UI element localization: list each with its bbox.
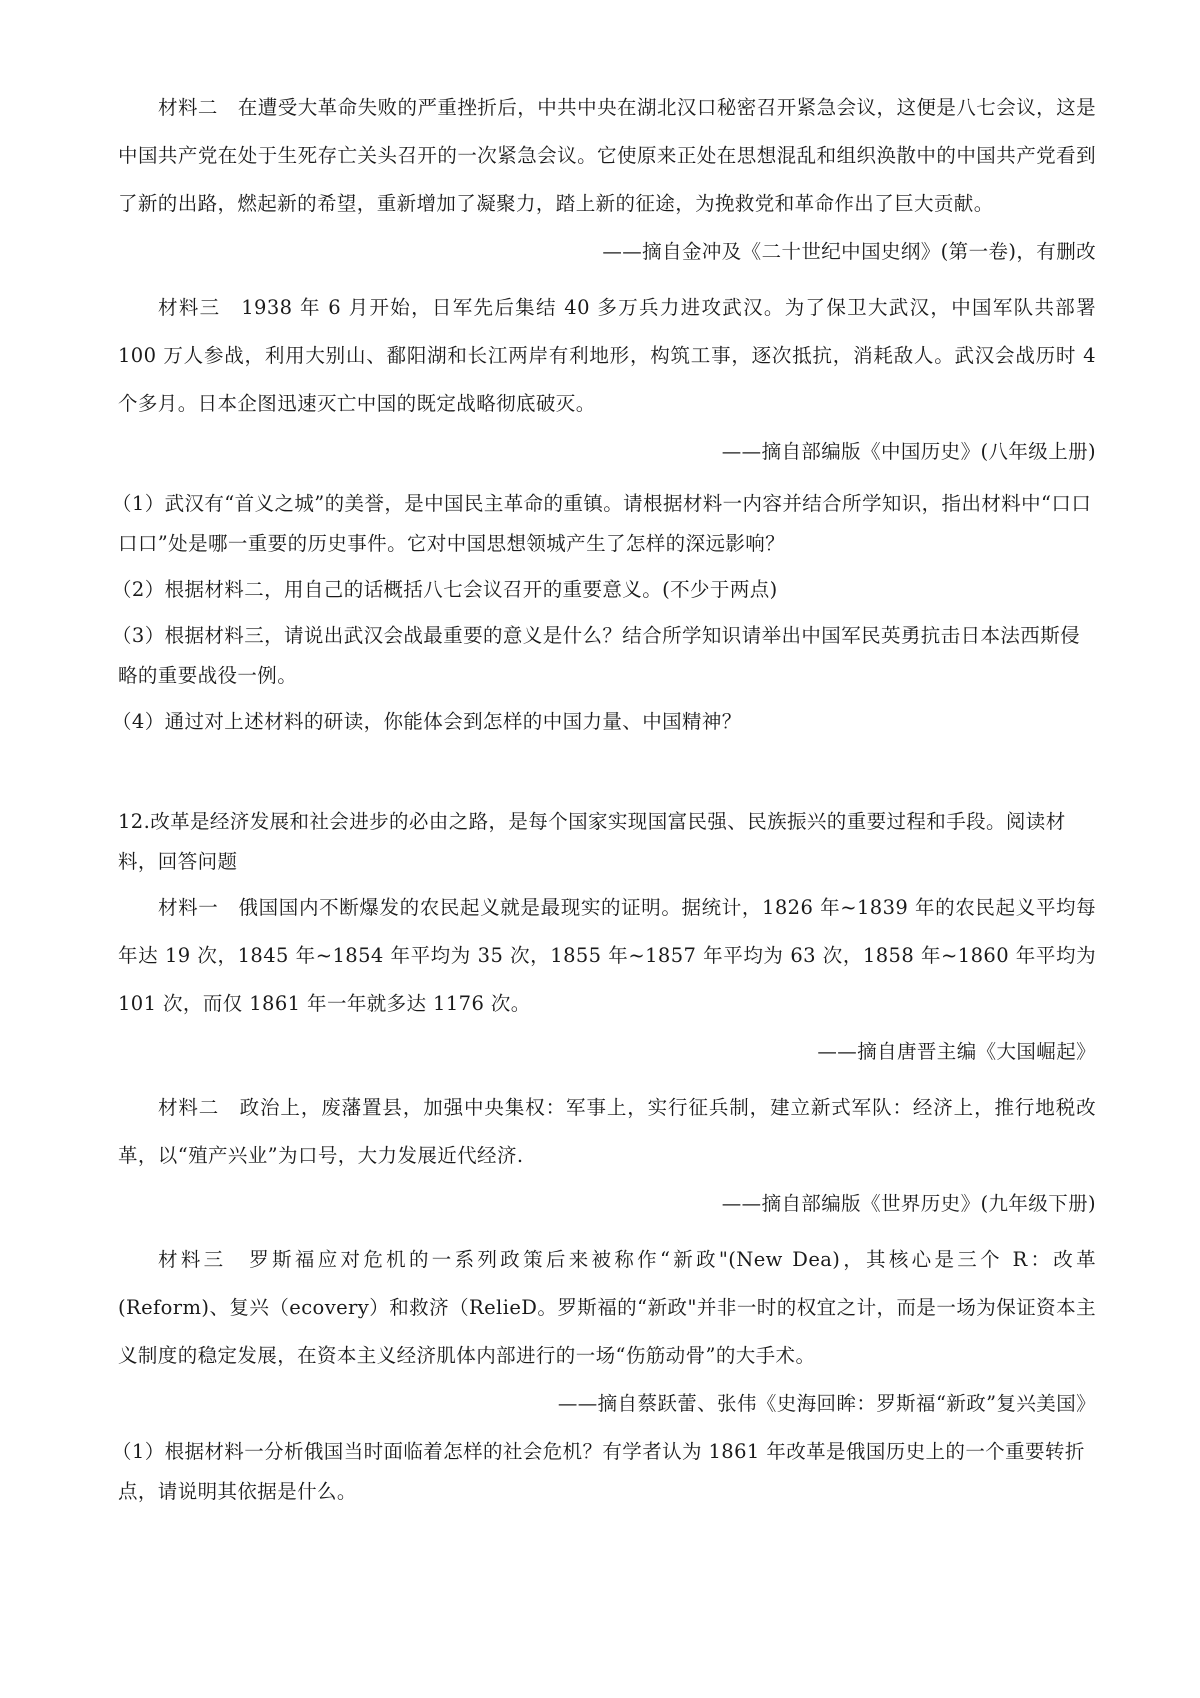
q11-material-3-source: ——摘自部编版《中国历史》(八年级上册) <box>721 440 1096 463</box>
q12-material-3-source: ——摘自蔡跃蕾、张伟《史海回眸：罗斯福“新政”复兴美国》 <box>557 1392 1096 1415</box>
q12-material-2-source: ——摘自部编版《世界历史》(九年级下册) <box>721 1192 1096 1215</box>
q12-material-3: 材料三 罗斯福应对危机的一系列政策后来被称作“新政"(New Dea)，其核心是三个 R：改革(Reform)、复兴（ecovery）和救济（RelieD。罗斯福的“新政"并非一时的权宜之计，而是一场为保证资本主义制度的稳定发展，在资本主义经济肌体内部进行的一场“伤筋动骨”的大手术。 <box>118 1248 1096 1367</box>
q11-question-1: （1）武汉有“首义之城”的美誉，是中国民主革命的重镇。请根据材料一内容并结合所学知识，指出材料中“口口口口”处是哪一重要的历史事件。它对中国思想领城产生了怎样的深远影响？ <box>112 492 1092 555</box>
section-gap <box>118 748 1096 802</box>
q11-question-2: （2）根据材料二，用自己的话概括八七会议召开的重要意义。(不少于两点) <box>112 578 778 601</box>
q12-question-1: （1）根据材料一分析俄国当时面临着怎样的社会危机？有学者认为 1861 年改革是俄国历史上的一个重要转折点，请说明其依据是什么。 <box>112 1440 1085 1503</box>
q12-material-1: 材料一 俄国国内不断爆发的农民起义就是最现实的证明。据统计，1826 年~1839 年的农民起义平均每年达 19 次，1845 年~1854 年平均为 35 次，1855 年~1857 年平均为 63 次，1858 年~1860 年平均为 101 次，而仅 1861 年一年就多达 1176 次。 <box>118 896 1096 1015</box>
q12-title: 12.改革是经济发展和社会进步的必由之路，是每个国家实现国富民强、民族振兴的重要过程和手段。阅读材料，回答问题 <box>118 810 1066 873</box>
q11-material-3: 材料三 1938 年 6 月开始，日军先后集结 40 多万兵力进攻武汉。为了保卫大武汉，中国军队共部署 100 万人参战，利用大别山、鄱阳湖和长江两岸有利地形，构筑工事，逐次抵抗，消耗敌人。武汉会战历时 4 个多月。日本企图迅速灭亡中国的既定战略彻底破灭。 <box>118 296 1096 415</box>
q11-material-2-source: ——摘自金冲及《二十世纪中国史纲》(第一卷)，有删改 <box>602 240 1096 263</box>
q11-question-4: （4）通过对上述材料的研读，你能体会到怎样的中国力量、中国精神？ <box>112 710 742 733</box>
q11-question-3: （3）根据材料三，请说出武汉会战最重要的意义是什么？结合所学知识请举出中国军民英勇抗击日本法西斯侵略的重要战役一例。 <box>112 624 1081 687</box>
q12-material-2: 材料二 政治上，废藩置县，加强中央集权：军事上，实行征兵制，建立新式军队：经济上，推行地税改革，以“殖产兴业”为口号，大力发展近代经济. <box>118 1096 1096 1167</box>
q12-material-1-source: ——摘自唐晋主编《大国崛起》 <box>817 1040 1096 1063</box>
q11-material-2: 材料二 在遭受大革命失败的严重挫折后，中共中央在湖北汉口秘密召开紧急会议，这便是八七会议，这是中国共产党在处于生死存亡关头召开的一次紧急会议。它使原来正处在思想混乱和组织涣散中的中国共产党看到了新的出路，燃起新的希望，重新增加了凝聚力，踏上新的征途，为挽救党和革命作出了巨大贡献。 <box>118 96 1096 215</box>
